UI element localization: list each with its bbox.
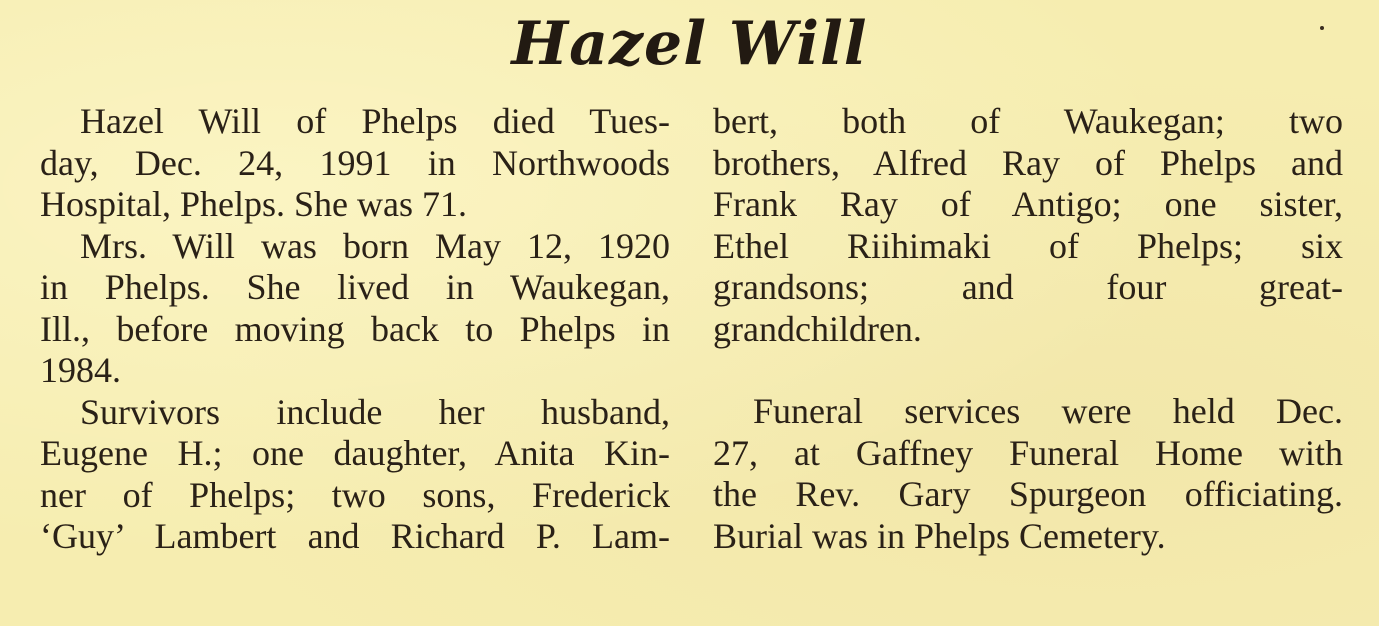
text-line: 27, at Gaffney Funeral Home with [713, 432, 1343, 473]
text-line: Hospital, Phelps. She was 71. [40, 184, 467, 224]
text-line: Burial was in Phelps Cemetery. [713, 515, 1166, 556]
text-line: ner of Phelps; two sons, Frederick [40, 474, 670, 515]
text-line: brothers, Alfred Ray of Phelps and [713, 142, 1343, 183]
text-line: Funeral services were held Dec. [753, 391, 1343, 431]
paragraph-gap [713, 350, 1343, 391]
text-line: bert, both of Waukegan; two [713, 101, 1343, 141]
text-line: Ill., before moving back to Phelps in [40, 308, 670, 349]
text-line: 1984. [40, 350, 121, 390]
text-line: Mrs. Will was born May 12, 1920 [80, 225, 670, 266]
text-line: grandchildren. [713, 308, 922, 349]
text-line: Frank Ray of Antigo; one sister, [713, 184, 1343, 224]
left-column [40, 101, 670, 558]
text-line: ‘Guy’ Lambert and Richard P. Lam- [40, 516, 670, 556]
text-line: the Rev. Gary Spurgeon officiating. [713, 474, 1343, 514]
obituary-headline: Hazel Will [511, 9, 868, 79]
text-line: Survivors include her husband, [80, 391, 670, 432]
right-column [713, 101, 1343, 557]
text-line: Eugene H.; one daughter, Anita Kin- [40, 433, 670, 473]
text-line: grandsons; and four great- [713, 267, 1343, 307]
text-line: day, Dec. 24, 1991 in Northwoods [40, 142, 670, 183]
text-line: in Phelps. She lived in Waukegan, [40, 267, 670, 307]
text-line: Hazel Will of Phelps died Tues- [80, 101, 670, 141]
text-line: Ethel Riihimaki of Phelps; six [713, 225, 1343, 266]
ink-speck [1320, 26, 1324, 30]
